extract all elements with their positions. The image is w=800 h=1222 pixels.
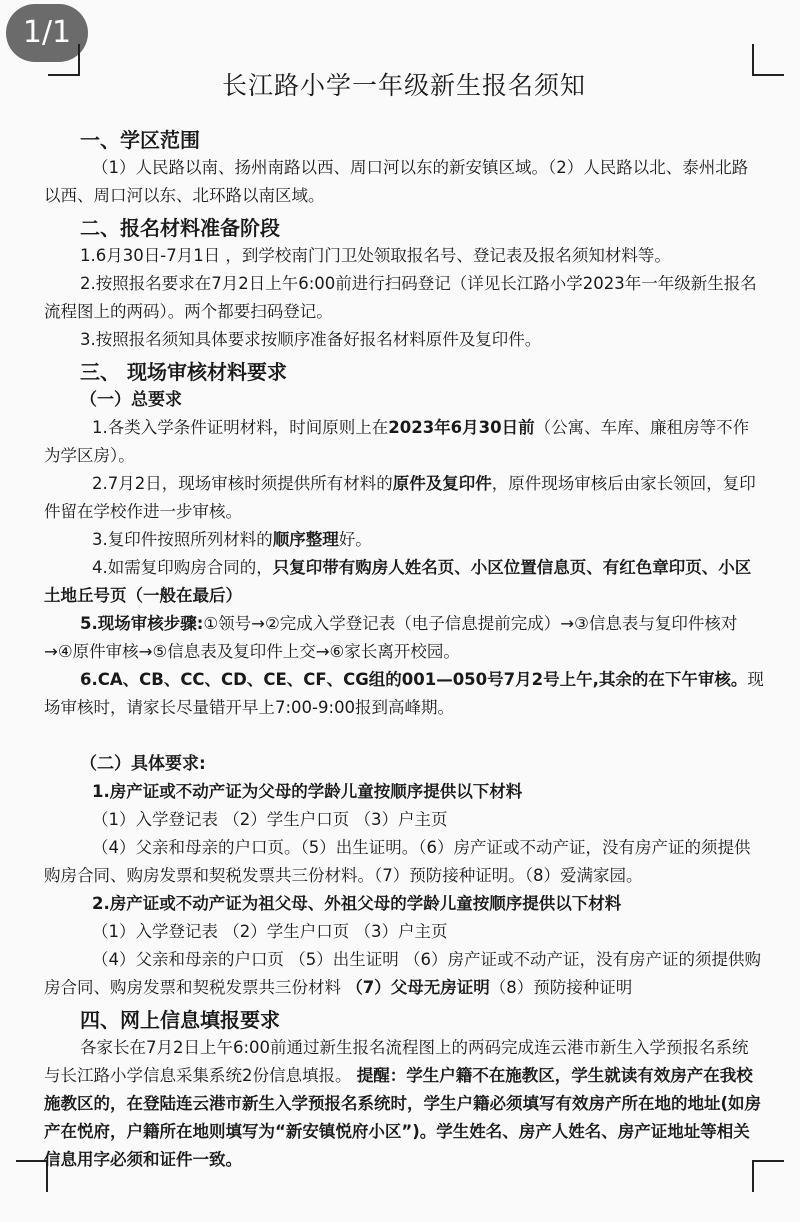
- page-indicator: 1/1: [6, 4, 88, 62]
- section-4-text: 各家长在7月2日上午6:00前通过新生报名流程图上的两码完成连云港市新生入学预报名系统与长江路小学信息采集系统2份信息填报。 提醒：学生户籍不在施教区，学生就读有效房产在我校施教区的，在登陆连云港市新生入学预报名系统时，学生户籍必须填写有效房产所在地的地址(如房产在悦府，户籍所在地则填写为“新安镇悦府小区”)。学生姓名、房产人姓名、房产证地址等相关信息用字必须和证件一致。: [44, 1038, 762, 1169]
- document-title: 长江路小学一年级新生报名须知: [221, 71, 586, 100]
- section-3-heading: 三、 现场审核材料要求: [80, 360, 287, 384]
- group-2-line-1: （1）入学登记表 （2）学生户口页 （3）户主页: [92, 922, 448, 941]
- section-1-heading: 一、学区范围: [80, 128, 200, 152]
- section-3-subheading-2: （二）具体要求:: [80, 754, 206, 774]
- section-2-heading: 二、报名材料准备阶段: [80, 216, 280, 240]
- group-1-line-1: （1）入学登记表 （2）学生户口页 （3）户主页: [92, 810, 448, 829]
- group-2-title: 2.房产证或不动产证为祖父母、外祖父母的学龄儿童按顺序提供以下材料: [92, 894, 622, 913]
- group-1-title: 1.房产证或不动产证为父母的学龄儿童按顺序提供以下材料: [92, 782, 523, 801]
- section-3-subheading-1: （一）总要求: [80, 390, 182, 410]
- document-page: [44, 66, 764, 1174]
- section-3-item-5: 5.现场审核步骤:①领号→②完成入学登记表（电子信息提前完成）→③信息表与复印件核对→④原件审核→⑤信息表及复印件上交→⑥家长离开校园。: [44, 614, 738, 661]
- section-3-item-4: 4.如需复印购房合同的，只复印带有购房人姓名页、小区位置信息页、有红色章印页、小区土地丘号页（一般在最后）: [44, 558, 752, 605]
- section-1-text: （1）人民路以南、扬州南路以西、周口河以东的新安镇区域。（2）人民路以北、泰州北路以西、周口河以东、北环路以南区域。: [44, 158, 749, 205]
- section-3-item-3: 3.复印件按照所列材料的顺序整理好。: [92, 530, 372, 549]
- section-2-item-1: 1.6月30日-7月1日 ，到学校南门门卫处领取报名号、登记表及报名须知材料等。: [80, 246, 671, 265]
- section-2-item-3: 3.按照报名须知具体要求按顺序准备好报名材料原件及复印件。: [80, 330, 542, 349]
- section-3-item-6: 6.CA、CB、CC、CD、CE、CF、CG组的001—050号7月2号上午,其余的在下午审核。现场审核时，请家长尽量错开早上7:00-9:00报到高峰期。: [44, 670, 764, 717]
- section-4-heading: 四、网上信息填报要求: [80, 1008, 280, 1032]
- section-2-item-2: 2.按照报名要求在7月2日上午6:00前进行扫码登记（详见长江路小学2023年一年级新生报名流程图上的两码）。两个都要扫码登记。: [44, 274, 757, 321]
- section-3-item-2: 2.7月2日，现场审核时须提供所有材料的原件及复印件，原件现场审核后由家长领回，复印件留在学校作进一步审核。: [44, 474, 756, 521]
- group-1-line-2: （4）父亲和母亲的户口页。（5）出生证明。（6）房产证或不动产证，没有房产证的须提供购房合同、购房发票和契税发票共三份材料。（7）预防接种证明。（8）爱满家园。: [44, 838, 751, 885]
- group-2-line-2: （4）父亲和母亲的户口页 （5）出生证明 （6）房产证或不动产证，没有房产证的须提供购房合同、购房发票和契税发票共三份材料 （7）父母无房证明（8）预防接种证明: [44, 950, 761, 997]
- section-3-item-1: 1.各类入学条件证明材料，时间原则上在2023年6月30日前（公寓、车库、廉租房等不作为学区房）。: [44, 418, 750, 465]
